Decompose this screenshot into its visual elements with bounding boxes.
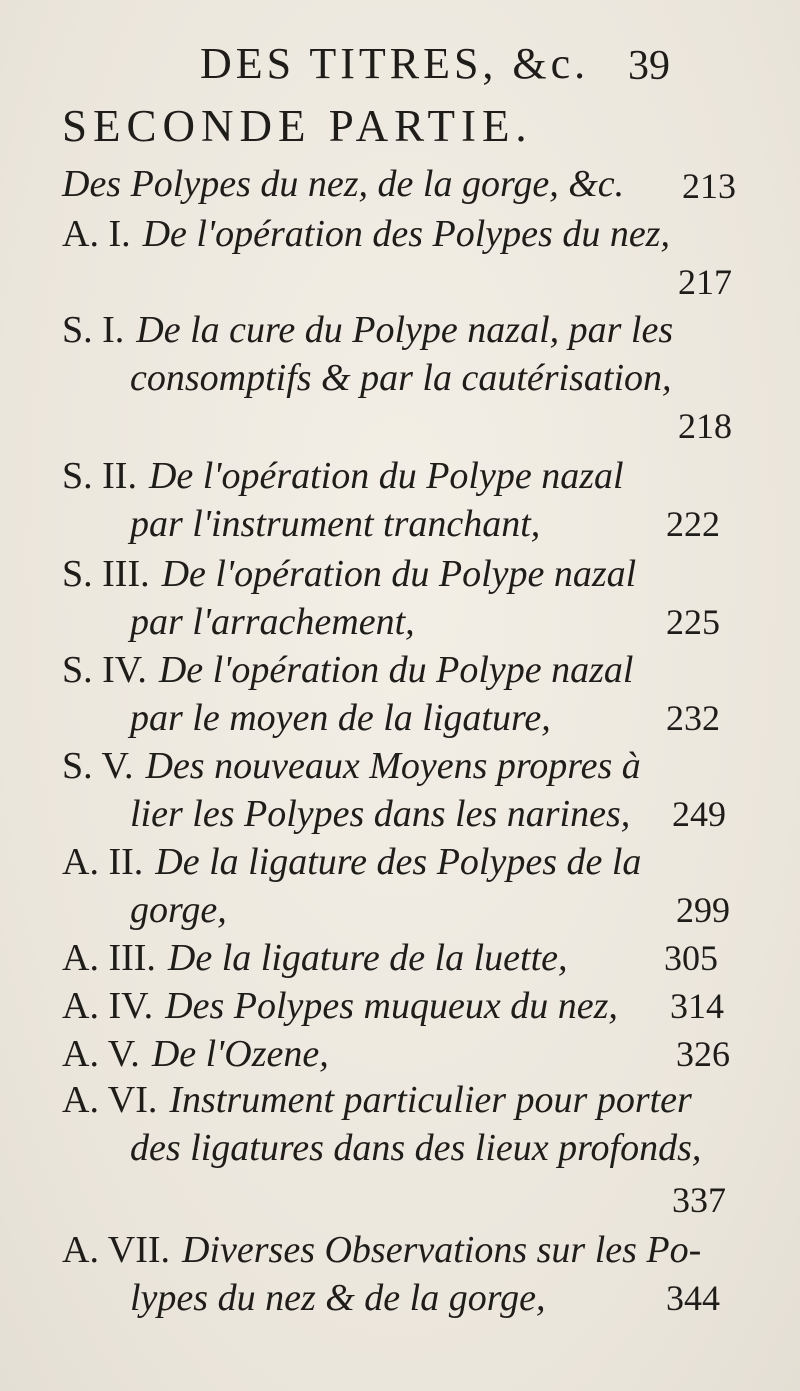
toc-entry-title: Des Polypes muqueux du nez, <box>165 985 618 1027</box>
toc-entry-line <box>130 1274 545 1322</box>
toc-entry-label: A. III. <box>62 937 156 979</box>
toc-entry-title: De la ligature des Polypes de la <box>155 841 642 883</box>
toc-entry-title: lier les Polypes dans les narines, <box>130 793 631 835</box>
running-head-title: DES TITRES, &c. <box>200 39 590 88</box>
toc-entry-title: par l'arrachement, <box>130 601 415 643</box>
toc-entry-title: De l'Ozene, <box>151 1033 329 1075</box>
toc-entry-label: A. VII. <box>62 1229 171 1271</box>
toc-entry-title: Diverses Observations sur les Po- <box>182 1229 702 1271</box>
running-head <box>0 38 800 98</box>
toc-entry-line <box>62 210 670 258</box>
toc-entry-title: De l'opération du Polype nazal <box>158 649 634 691</box>
toc-entry-line <box>62 160 624 208</box>
toc-entry-line <box>62 1030 329 1078</box>
toc-entry-title: consomptifs & par la cautérisation, <box>130 357 672 399</box>
toc-entry-title: De l'opération du Polype nazal <box>148 455 624 497</box>
toc-entry-title: Des nouveaux Moyens propres à <box>145 745 641 787</box>
toc-entry-page: 225 <box>666 602 720 642</box>
toc-entry-title: De la cure du Polype nazal, par les <box>136 309 674 351</box>
toc-entry-label: S. I. <box>62 309 125 351</box>
toc-entry-page: 314 <box>670 986 724 1026</box>
toc-entry-line <box>62 1076 692 1124</box>
toc-entry-title: De l'opération du Polype nazal <box>161 553 637 595</box>
toc-entry-page: 222 <box>666 504 720 544</box>
toc-entry-page: 344 <box>666 1278 720 1318</box>
toc-entry-page: 305 <box>664 938 718 978</box>
toc-entry-line <box>62 550 636 598</box>
toc-entry-label: A. IV. <box>62 985 154 1027</box>
toc-entry-title: lypes du nez & de la gorge, <box>130 1277 546 1319</box>
toc-entry-page: 232 <box>666 698 720 738</box>
toc-entry-line <box>62 452 624 500</box>
toc-entry-page: 337 <box>672 1180 726 1220</box>
toc-entry-page: 217 <box>678 262 732 302</box>
toc-entry-line <box>62 934 568 982</box>
toc-entry-label: A. V. <box>62 1033 140 1075</box>
toc-entry-line <box>130 500 540 548</box>
toc-entry-line <box>130 354 672 402</box>
part-title: SECONDE PARTIE. <box>62 101 533 151</box>
toc-entry-label: A. VI. <box>62 1079 158 1121</box>
toc-entry-label: S. III. <box>62 553 150 595</box>
toc-entry-line <box>62 1226 701 1274</box>
toc-entry-line <box>130 790 630 838</box>
toc-entry-title: gorge, <box>130 889 227 931</box>
toc-entry-line <box>62 306 673 354</box>
toc-entry-title: De la ligature de la luette, <box>167 937 568 979</box>
toc-entry-line <box>130 1124 701 1172</box>
toc-entry-line <box>62 838 641 886</box>
toc-entry-line <box>62 982 618 1030</box>
toc-entry-title: par l'instrument tranchant, <box>130 503 541 545</box>
toc-entry-title: par le moyen de la ligature, <box>130 697 551 739</box>
toc-entry-label: S. II. <box>62 455 137 497</box>
toc-entry-label: S. V. <box>62 745 134 787</box>
toc-entry-title: des ligatures dans des lieux profonds, <box>130 1127 702 1169</box>
toc-entry-page: 299 <box>676 890 730 930</box>
toc-entry-label: S. IV. <box>62 649 147 691</box>
toc-entry-line <box>130 598 415 646</box>
toc-entry-title: De l'opération des Polypes du nez, <box>142 213 670 255</box>
toc-entry-line <box>62 742 641 790</box>
toc-entry-title: Des Polypes du nez, de la gorge, &c. <box>62 163 625 205</box>
toc-entry-page: 249 <box>672 794 726 834</box>
toc-entry-label: A. I. <box>62 213 131 255</box>
toc-entry-title: Instrument particulier pour porter <box>169 1079 692 1121</box>
toc-entry-line <box>62 646 633 694</box>
toc-entry-page: 213 <box>682 166 736 206</box>
toc-entry-line <box>130 694 551 742</box>
toc-entry-line <box>130 886 227 934</box>
toc-entry-page: 326 <box>676 1034 730 1074</box>
page-number: 39 <box>628 43 670 89</box>
toc-entry-label: A. II. <box>62 841 144 883</box>
toc-entry-page: 218 <box>678 406 732 446</box>
